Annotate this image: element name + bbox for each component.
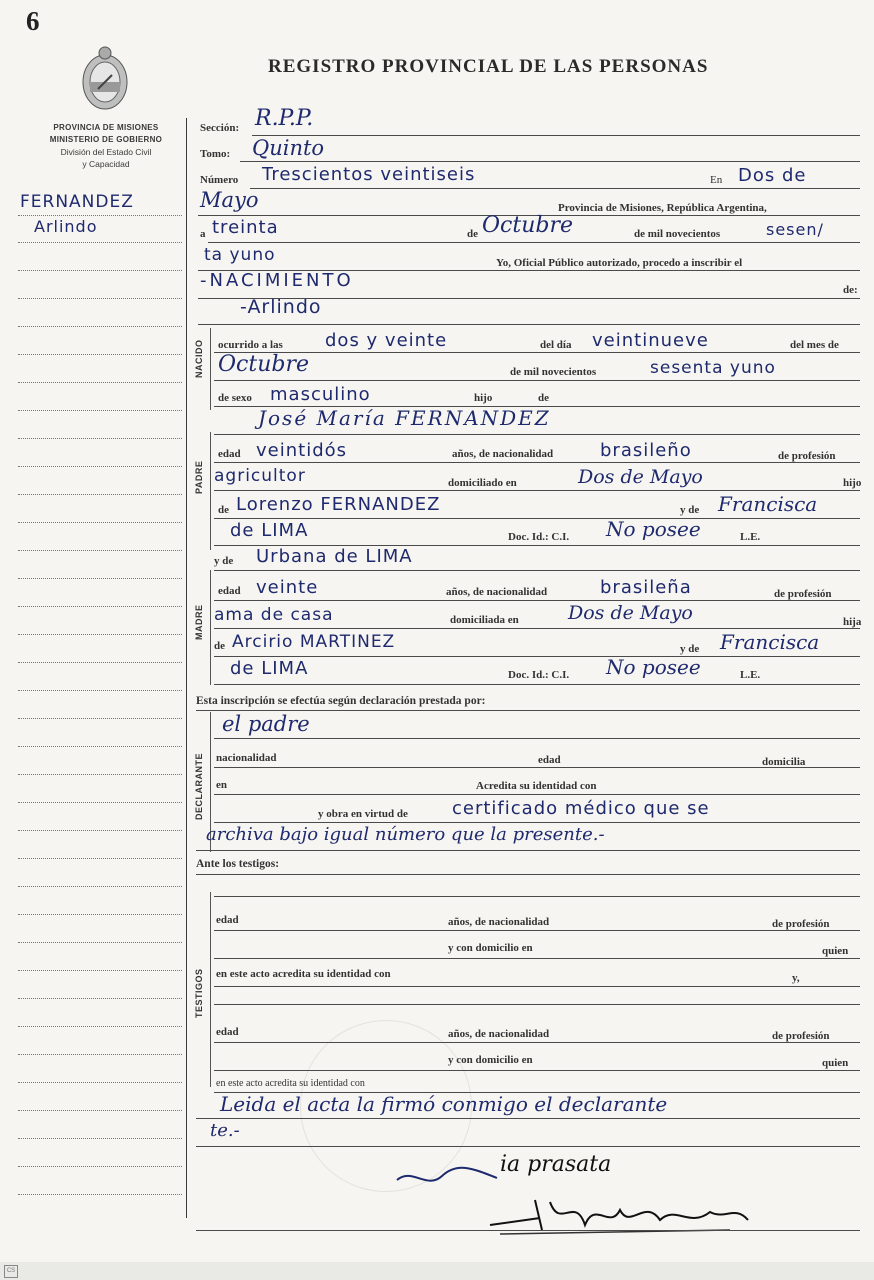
obra-line — [214, 822, 860, 823]
nacionalidad-label: nacionalidad — [216, 752, 277, 764]
en-value: Dos de — [738, 165, 807, 186]
padre-le-label: L.E. — [740, 531, 761, 543]
anio-nac-value: sesenta yuno — [650, 358, 776, 378]
abuelo-mat-de-label: de — [214, 640, 225, 652]
padre-edad-value: veintidós — [256, 440, 348, 461]
lugar-value: Mayo — [200, 188, 259, 212]
padre-nac-value: brasileño — [600, 440, 692, 461]
padre-prof-line — [214, 490, 860, 491]
sexo-value: masculino — [270, 384, 371, 405]
madre-nac-value: brasileña — [600, 577, 692, 598]
oficial-signature-icon — [480, 1190, 760, 1240]
nacido-label: NACIDO — [194, 339, 204, 378]
madre-doc-value: No posee — [606, 655, 701, 679]
tomo-label: Tomo: — [200, 148, 231, 160]
margin-divider — [186, 118, 187, 1218]
seccion-value: R.P.P. — [255, 106, 314, 131]
padre-divider — [210, 432, 211, 550]
dia-value: treinta — [212, 217, 279, 238]
testigo2-edad-label: edad — [216, 1026, 239, 1038]
madre-le-label: L.E. — [740, 669, 761, 681]
ocurrido-line — [214, 352, 860, 353]
padre-dom-label: domiciliado en — [448, 477, 517, 489]
de3-label: de — [538, 392, 549, 404]
del-dia-label: del día — [540, 339, 572, 351]
madre-edad-line — [214, 600, 860, 601]
a-label: a — [200, 228, 206, 240]
margin-surname: FERNANDEZ — [20, 192, 134, 212]
testigos-line-2 — [214, 896, 860, 897]
padre-edad-label: edad — [218, 448, 241, 460]
mes-nac-line — [214, 380, 860, 381]
hora-value: dos y veinte — [325, 330, 448, 351]
page-title: REGISTRO PROVINCIAL DE LAS PERSONAS — [268, 56, 709, 77]
testigo1-quien-label: quien — [822, 945, 849, 957]
seccion-label: Sección: — [200, 122, 240, 134]
madre-dom-label: domiciliada en — [450, 614, 519, 626]
coat-of-arms-icon — [78, 44, 132, 114]
testigos-heading: Ante los testigos: — [196, 858, 280, 870]
abuelo-pat-de-label: de — [218, 504, 229, 516]
padre-edad-line — [214, 462, 860, 463]
abuela-mat-value: Francisca — [720, 630, 820, 654]
testigo2-nac-label: años, de nacionalidad — [448, 1028, 550, 1040]
tipo-acta-value: -NACIMIENTO — [200, 270, 354, 291]
en-label: En — [710, 174, 723, 186]
padre-doc-label: Doc. Id.: C.I. — [508, 531, 570, 543]
abuela-mat-label: y de — [680, 643, 700, 655]
nombre-value: -Arlindo — [240, 296, 322, 318]
padre-prof-value: agricultor — [214, 466, 306, 486]
testigo1-y-label: y, — [792, 972, 800, 984]
testigo1-line-4 — [214, 1004, 860, 1005]
declaracion-label: Esta inscripción se efectúa según declaración prestada por: — [196, 695, 486, 707]
obra2-line — [196, 850, 860, 851]
de-mil2-label: de mil novecientos — [510, 366, 597, 378]
del-mes-label: del mes de — [790, 339, 839, 351]
edad2-label: edad — [538, 754, 561, 766]
testigo1-nac-label: años, de nacionalidad — [448, 916, 550, 928]
testigo2-prof-label: de profesión — [772, 1030, 830, 1042]
numero-line — [250, 188, 860, 189]
mes-value: Octubre — [482, 213, 573, 238]
cierre-line — [196, 1118, 860, 1119]
madre-edad-label: edad — [218, 585, 241, 597]
ministry-label: MINISTERIO DE GOBIERNO — [49, 135, 163, 144]
sexo-label: de sexo — [218, 392, 252, 404]
nombre-line — [198, 324, 860, 325]
page-number: 6 — [26, 6, 40, 36]
madre-doc-label: Doc. Id.: C.I. — [508, 669, 570, 681]
madre-edad-value: veinte — [256, 577, 319, 598]
madre-label: MADRE — [194, 604, 204, 640]
declaracion-line — [196, 710, 860, 711]
abuela-pat-label: y de — [680, 504, 700, 516]
abuelo-pat-value: Lorenzo FERNANDEZ — [236, 494, 441, 515]
numero-label: Número — [200, 174, 239, 186]
declarante-line — [214, 738, 860, 739]
cierre-line-2 — [196, 1146, 860, 1147]
madre-yde-label: y de — [214, 555, 234, 567]
abuela-pat-value: Francisca — [718, 492, 818, 516]
mes-nac-value: Octubre — [218, 352, 309, 377]
margin-given-name: Arlindo — [34, 217, 98, 236]
abuela-mat-value-2: de LIMA — [230, 658, 309, 679]
dia-nac-value: veintinueve — [592, 330, 709, 351]
abuela-pat-value-2: de LIMA — [230, 520, 309, 541]
testigo1-line-3 — [214, 986, 860, 987]
padre-label: PADRE — [194, 460, 204, 494]
testigo1-line — [214, 930, 860, 931]
padre-prof-label: de profesión — [778, 450, 836, 462]
padre-hijo-label: hijo — [843, 477, 862, 489]
de2-label: de: — [843, 284, 858, 296]
declarante-label: DECLARANTE — [194, 753, 204, 820]
abuelos-pat-line — [214, 518, 860, 519]
testigo2-dom-label: y con domicilio en — [448, 1054, 533, 1066]
testigo2-quien-label: quien — [822, 1057, 849, 1069]
hijo-label: hijo — [474, 392, 493, 404]
camscanner-logo-icon: CS — [4, 1265, 18, 1278]
obra-label: y obra en virtud de — [318, 808, 408, 820]
nacido-divider — [210, 328, 211, 410]
cierre-value-2: te.- — [210, 1120, 240, 1141]
madre-hija-label: hija — [843, 616, 862, 628]
madre-dom-value: Dos de Mayo — [568, 602, 693, 624]
madre-prof-line — [214, 628, 860, 629]
madre-doc-line — [214, 684, 860, 685]
padre-line — [214, 434, 860, 435]
division-label-2: y Capacidad — [82, 159, 130, 169]
anio-value-2: ta yuno — [204, 245, 276, 265]
testigo2-line — [214, 1042, 860, 1043]
abuelos-mat-line — [214, 656, 860, 657]
provincia-label: Provincia de Misiones, República Argentina, — [558, 202, 767, 214]
madre-line — [214, 570, 860, 571]
firma-declarante: ia prasata — [500, 1152, 612, 1177]
testigo1-edad-label: edad — [216, 914, 239, 926]
tomo-line — [240, 161, 860, 162]
madre-prof-label: de profesión — [774, 588, 832, 600]
bottom-line — [196, 1230, 860, 1231]
seccion-line — [252, 135, 860, 136]
abuelo-mat-value: Arcirio MARTINEZ — [232, 632, 396, 652]
declarante-value: el padre — [222, 712, 310, 736]
padre-dom-value: Dos de Mayo — [578, 466, 703, 488]
obra-value: certificado médico que se — [452, 798, 710, 819]
nacionalidad-line — [214, 767, 860, 768]
en2-label: en — [216, 779, 227, 791]
testigo2-acredita-label: en este acto acredita su identidad con — [216, 1078, 365, 1089]
fecha-line — [208, 242, 860, 243]
numero-value: Trescientos veintiseis — [262, 164, 476, 185]
de-mil-label: de mil novecientos — [634, 228, 721, 240]
scanner-footer — [0, 1262, 874, 1280]
de-label: de — [467, 228, 478, 240]
anio-value: sesen/ — [766, 220, 824, 239]
padre-nombre-value: José María FERNANDEZ — [258, 406, 551, 430]
padre-doc-value: No posee — [606, 517, 701, 541]
cierre-value: Leida el acta la firmó conmigo el declarante — [220, 1092, 668, 1116]
testigo1-line-2 — [214, 958, 860, 959]
madre-divider — [210, 570, 211, 685]
acredita-line — [214, 794, 860, 795]
testigo1-dom-label: y con domicilio en — [448, 942, 533, 954]
division-label: División del Estado Civil — [60, 147, 152, 157]
testigos-line — [196, 874, 860, 875]
testigos-divider — [210, 892, 211, 1087]
testigos-label: TESTIGOS — [194, 968, 204, 1018]
obra-value-2: archiva bajo igual número que la presente.- — [206, 824, 605, 845]
ocurrido-label: ocurrido a las — [218, 339, 283, 351]
acredita-label: Acredita su identidad con — [476, 780, 597, 792]
madre-nac-label: años, de nacionalidad — [446, 586, 548, 598]
testigo1-acredita-label: en este acto acredita su identidad con — [216, 968, 391, 980]
madre-nombre-value: Urbana de LIMA — [256, 546, 413, 567]
domicilia-label: domicilia — [762, 756, 806, 768]
scribble-signature-icon — [392, 1162, 502, 1192]
oficial-label: Yo, Oficial Público autorizado, procedo a inscribir el — [496, 257, 743, 269]
testigo1-prof-label: de profesión — [772, 918, 830, 930]
tomo-value: Quinto — [252, 136, 325, 160]
province-label: PROVINCIA DE MISIONES — [53, 123, 159, 132]
issuing-office — [18, 122, 194, 170]
padre-nac-label: años, de nacionalidad — [452, 448, 554, 460]
madre-prof-value: ama de casa — [214, 605, 334, 625]
